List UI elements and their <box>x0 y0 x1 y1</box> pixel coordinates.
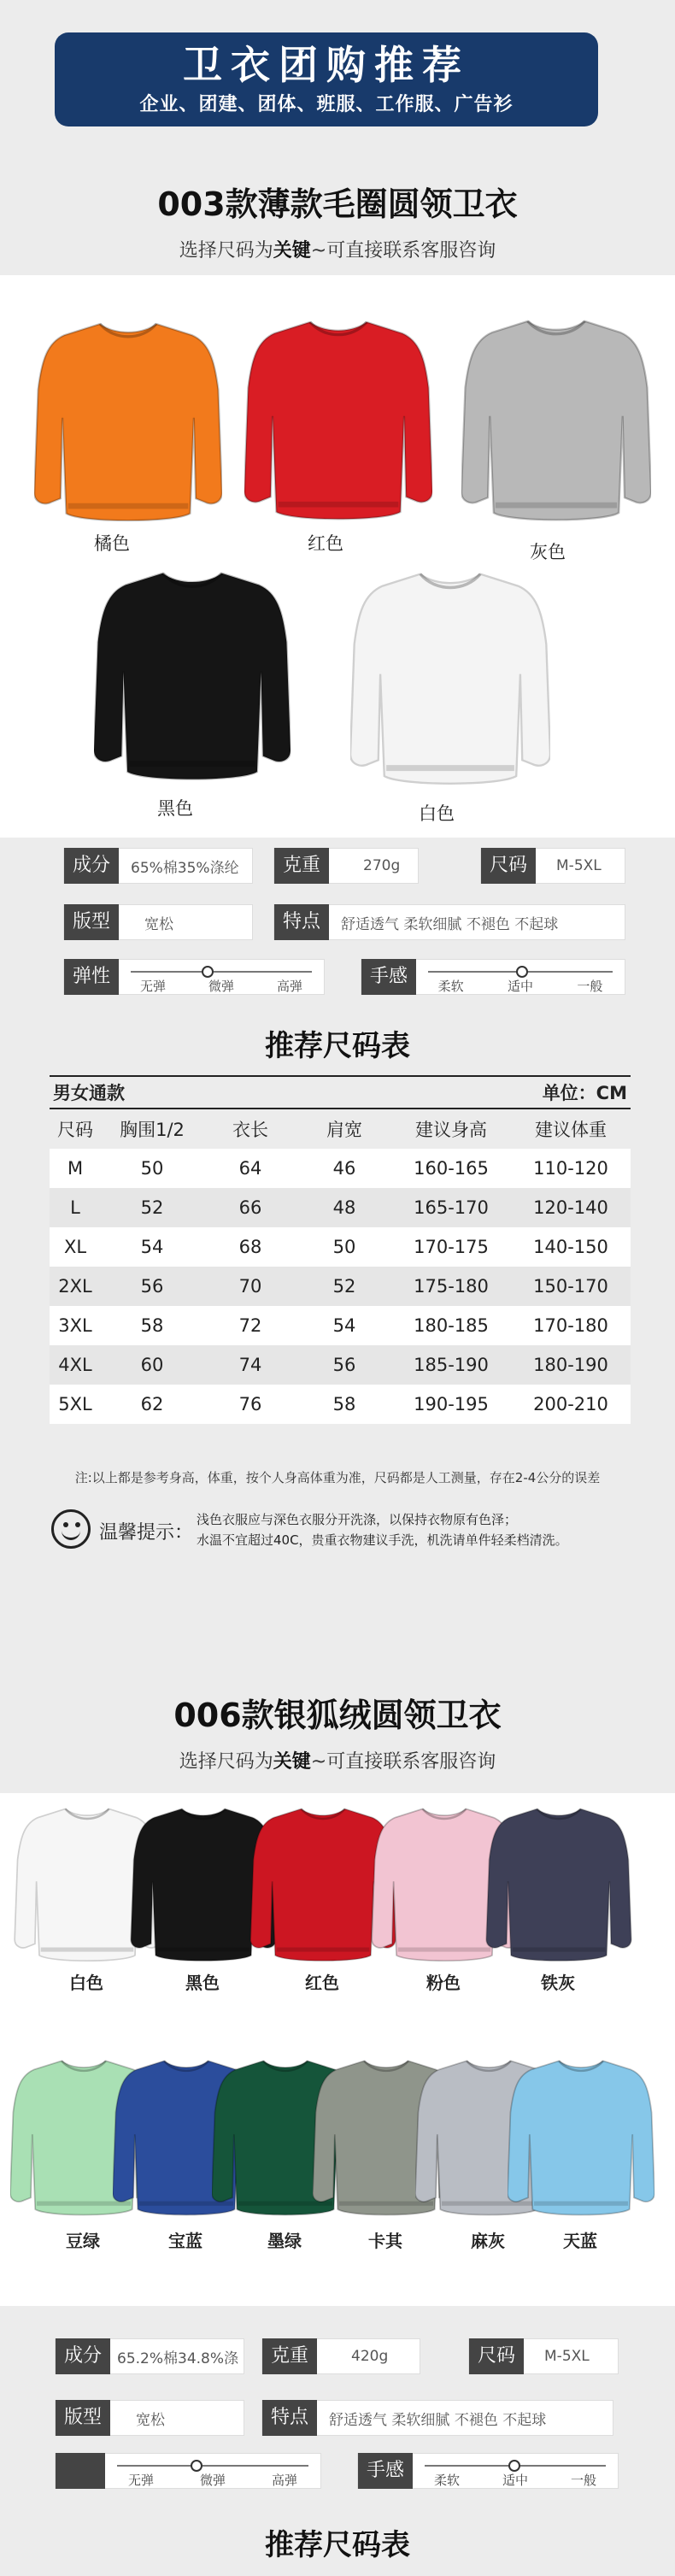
sweatshirt-image <box>508 2051 654 2220</box>
table-cell: L <box>70 1197 80 1218</box>
s2-size-key: 尺码 <box>469 2338 524 2374</box>
weight-spec <box>273 848 419 884</box>
s2-weight-spec <box>261 2338 420 2374</box>
table-cell: 110-120 <box>533 1158 608 1179</box>
s2-hand-key: 手感 <box>358 2453 413 2489</box>
table-cell: 50 <box>140 1158 164 1179</box>
s2-spec-row-3 <box>0 2453 675 2489</box>
elastic-key: 弹性 <box>64 959 119 995</box>
table-cell: XL <box>63 1237 87 1257</box>
s2-fit-key: 版型 <box>56 2400 110 2436</box>
color-label: 白色 <box>419 803 455 824</box>
sweatshirt-image <box>484 1802 634 1964</box>
size-note: 注:以上都是参考身高，体重，按个人身高体重为准，尺码都是人工测量，存在2-4公分的误差 <box>74 1470 601 1485</box>
material-spec <box>63 848 253 884</box>
table-cell: 52 <box>332 1276 356 1297</box>
table-cell: 185-190 <box>414 1355 489 1375</box>
sweatshirt-image <box>350 561 550 791</box>
table-cell: 58 <box>140 1315 164 1336</box>
sweatshirt-image <box>94 561 291 786</box>
size-spec <box>480 848 625 884</box>
table-cell: 76 <box>238 1394 262 1414</box>
section1-title: 003款薄款毛圈圆领卫衣 <box>157 185 518 223</box>
color-label: 天蓝 <box>563 2231 597 2251</box>
hand-opt-2: 一般 <box>577 979 603 994</box>
hand-opt-1: 适中 <box>508 979 534 994</box>
feature-value: 舒适透气 柔软细腻 不褪色 不起球 <box>341 915 559 933</box>
table-row <box>50 1306 631 1345</box>
table-row <box>50 1188 631 1227</box>
size-key: 尺码 <box>481 848 536 884</box>
elastic-opt-0: 无弹 <box>140 979 167 994</box>
sweatshirt-image <box>244 311 432 525</box>
s2-weight-value: 420g <box>351 2348 389 2365</box>
hand-spec <box>361 959 625 995</box>
table-cell: 56 <box>140 1276 164 1297</box>
table-cell: 160-165 <box>414 1158 489 1179</box>
s2-hand-opt-1: 适中 <box>502 2473 528 2488</box>
material-value: 65%棉35%涤纶 <box>131 859 239 877</box>
color-label: 黑色 <box>157 798 193 819</box>
color-label: 黑色 <box>185 1973 220 1993</box>
col-weight: 建议体重 <box>535 1120 607 1140</box>
size-table <box>50 1075 631 1424</box>
spec-row-2 <box>0 904 675 940</box>
col-shoulder: 肩宽 <box>326 1120 362 1140</box>
table-cell: 2XL <box>58 1276 92 1297</box>
table-cell: 165-170 <box>414 1197 489 1218</box>
table-cell: 52 <box>140 1197 164 1218</box>
table-row <box>50 1149 631 1188</box>
col-height: 建议身高 <box>415 1120 487 1140</box>
s2-elastic-knob <box>191 2460 202 2472</box>
feature-key: 特点 <box>274 904 329 940</box>
elastic-spec <box>63 959 325 995</box>
color-label: 红色 <box>308 533 343 554</box>
col-size: 尺码 <box>57 1120 93 1140</box>
s2-fit-value: 宽松 <box>136 2411 166 2429</box>
table-cell: 60 <box>140 1355 164 1375</box>
table-cell: 64 <box>238 1158 262 1179</box>
size-chart-title: 推荐尺码表 <box>265 1029 410 1063</box>
table-cell: 70 <box>238 1276 262 1297</box>
s2-spec-row-2 <box>0 2400 675 2436</box>
s2-feature-spec <box>261 2400 613 2436</box>
hand-opt-0: 柔软 <box>437 979 464 994</box>
s2-feature-value: 舒适透气 柔软细腻 不褪色 不起球 <box>329 2411 547 2429</box>
color-label: 粉色 <box>426 1973 461 1993</box>
tip-label: 温馨提示： <box>99 1522 194 1544</box>
hand-scale <box>416 959 625 995</box>
color-label: 铁灰 <box>541 1973 575 1993</box>
table-cell: 54 <box>332 1315 356 1336</box>
size-table-header <box>50 1075 631 1109</box>
s2-material-value: 65.2%棉34.8%涤 <box>117 2350 239 2367</box>
color-label: 红色 <box>305 1973 339 1993</box>
sweatshirt-image <box>34 315 222 525</box>
table-row <box>50 1345 631 1385</box>
table-cell: 4XL <box>58 1355 92 1375</box>
material-key: 成分 <box>64 848 119 884</box>
size-table-gender: 男女通款 <box>53 1083 125 1103</box>
weight-value: 270g <box>363 857 401 874</box>
table-cell: 50 <box>332 1237 356 1257</box>
s2-elastic-opt-1: 微弹 <box>199 2473 226 2488</box>
elastic-knob <box>202 966 214 978</box>
table-cell: 120-140 <box>533 1197 608 1218</box>
table-row <box>50 1267 631 1306</box>
color-label: 麻灰 <box>471 2231 505 2251</box>
size-table-columns <box>50 1109 631 1149</box>
spec-row-3 <box>0 959 675 995</box>
color-label: 宝蓝 <box>168 2231 202 2251</box>
fit-key: 版型 <box>64 904 119 940</box>
table-cell: 180-190 <box>533 1355 608 1375</box>
color-label: 白色 <box>69 1973 103 1993</box>
color-label: 卡其 <box>368 2231 402 2251</box>
table-row <box>50 1227 631 1267</box>
s2-material-key: 成分 <box>56 2338 110 2374</box>
smile-icon <box>51 1509 91 1549</box>
s2-hand-spec <box>357 2453 619 2489</box>
section1-subtitle: 选择尺码为关键~可直接联系客服咨询 <box>179 240 496 262</box>
color-label: 橘色 <box>94 533 130 554</box>
weight-key: 克重 <box>274 848 329 884</box>
fit-spec <box>63 904 253 940</box>
elastic-scale <box>119 959 324 995</box>
s2-spec-row-1 <box>0 2338 675 2374</box>
s2-elastic-opt-2: 高弹 <box>271 2473 297 2488</box>
tip-text <box>197 1509 568 1550</box>
table-cell: 170-175 <box>414 1237 489 1257</box>
s2-fit-spec <box>55 2400 244 2436</box>
table-cell: 58 <box>332 1394 356 1414</box>
s2-weight-key: 克重 <box>262 2338 317 2374</box>
color-label: 灰色 <box>530 542 566 562</box>
table-cell: 66 <box>238 1197 262 1218</box>
table-cell: M <box>67 1158 84 1179</box>
section2-subtitle: 选择尺码为关键~可直接联系客服咨询 <box>179 1751 496 1773</box>
table-cell: 175-180 <box>414 1276 489 1297</box>
s2-size-chart-title: 推荐尺码表 <box>265 2528 410 2562</box>
table-cell: 56 <box>332 1355 356 1375</box>
table-row <box>50 1385 631 1424</box>
banner-subtitle: 企业、团建、团体、班服、工作服、广告衫 <box>139 94 514 115</box>
table-cell: 150-170 <box>533 1276 608 1297</box>
table-cell: 46 <box>332 1158 356 1179</box>
s2-elastic-scale <box>105 2453 320 2489</box>
elastic-opt-2: 高弹 <box>276 979 302 994</box>
fit-value: 宽松 <box>144 915 174 933</box>
tip-line-2: 水温不宜超过40C，贵重衣物建议手洗，机洗请单件轻柔档清洗。 <box>197 1532 568 1548</box>
spec-row-1 <box>0 848 675 884</box>
s2-elastic-spec <box>55 2453 321 2489</box>
s2-material-spec <box>55 2338 244 2374</box>
elastic-opt-1: 微弹 <box>208 979 234 994</box>
table-cell: 74 <box>238 1355 262 1375</box>
care-tip <box>51 1506 641 1557</box>
color-label: 墨绿 <box>267 2231 302 2251</box>
sweatshirt-image <box>461 311 651 525</box>
s2-hand-opt-0: 柔软 <box>434 2473 461 2488</box>
s2-hand-opt-2: 一般 <box>570 2473 596 2488</box>
s2-elastic-opt-0: 无弹 <box>127 2473 154 2488</box>
s2-size-value: M-5XL <box>544 2348 590 2365</box>
table-cell: 190-195 <box>414 1394 489 1414</box>
col-chest: 胸围1/2 <box>120 1120 185 1140</box>
table-cell: 180-185 <box>414 1315 489 1336</box>
banner-title: 卫衣团购推荐 <box>183 42 470 88</box>
hand-knob <box>516 966 528 978</box>
s2-feature-key: 特点 <box>262 2400 317 2436</box>
table-cell: 170-180 <box>533 1315 608 1336</box>
tip-line-1: 浅色衣服应与深色衣服分开洗涤，以保持衣物原有色泽； <box>197 1512 518 1527</box>
table-cell: 3XL <box>58 1315 92 1336</box>
section2-title: 006款银狐绒圆领卫衣 <box>173 1697 502 1734</box>
col-length: 衣长 <box>232 1120 268 1140</box>
size-table-unit: 单位：CM <box>542 1083 627 1103</box>
table-cell: 72 <box>238 1315 262 1336</box>
table-cell: 68 <box>238 1237 262 1257</box>
s2-hand-knob <box>508 2460 520 2472</box>
table-cell: 5XL <box>58 1394 92 1414</box>
s2-size-spec <box>468 2338 619 2374</box>
table-cell: 54 <box>140 1237 164 1257</box>
feature-spec <box>273 904 625 940</box>
table-cell: 48 <box>332 1197 356 1218</box>
table-cell: 62 <box>140 1394 164 1414</box>
s2-elastic-key <box>56 2453 105 2489</box>
hand-key: 手感 <box>361 959 416 995</box>
s2-hand-scale <box>413 2453 618 2489</box>
table-cell: 140-150 <box>533 1237 608 1257</box>
table-cell: 200-210 <box>533 1394 608 1414</box>
banner <box>55 32 598 126</box>
size-value: M-5XL <box>556 857 602 874</box>
color-label: 豆绿 <box>66 2231 100 2251</box>
